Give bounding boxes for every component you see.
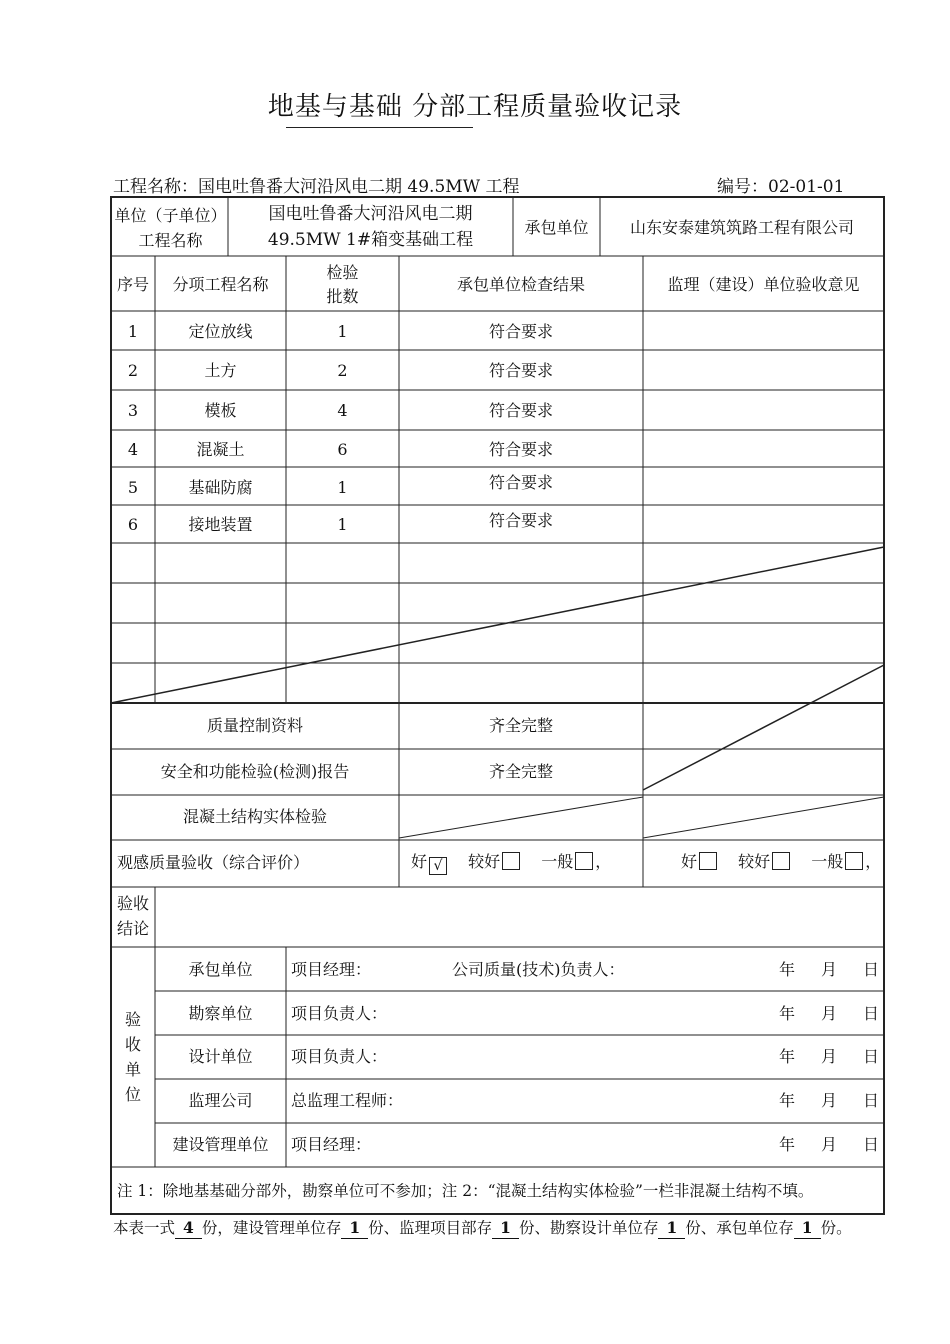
row-name: 土方: [204, 361, 237, 380]
contractor-label: 承包单位: [524, 218, 589, 237]
row-result: 符合要求: [488, 440, 553, 459]
unit-name-line2: 49.5MW 1#箱变基础工程: [267, 230, 474, 250]
acceptance-person: 项目负责人：: [291, 1047, 388, 1066]
unit-name-line1: 国电吐鲁番大河沿风电二期: [268, 204, 473, 224]
rating-normal-checkbox[interactable]: [575, 852, 593, 870]
section-result: 齐全完整: [488, 716, 553, 735]
project-name: 工程名称：国电吐鲁番大河沿风电二期 49.5MW 工程: [113, 177, 520, 197]
copies-footer: [113, 1219, 852, 1239]
rating-better-checkbox[interactable]: [502, 852, 520, 870]
date-year: 年: [779, 1004, 796, 1023]
row-result: 符合要求: [488, 511, 553, 530]
acceptance-unit: 建设管理单位: [172, 1135, 269, 1154]
acceptance-person: 总监理工程师：: [291, 1091, 404, 1110]
row-result: 符合要求: [488, 473, 553, 492]
record-code: 编号：02-01-01: [717, 177, 845, 197]
copies-supervisor: 1: [492, 1219, 519, 1239]
acceptance-unit: 承包单位: [188, 960, 253, 979]
conclusion-label-line1: 验收: [116, 894, 149, 913]
date-year: 年: [779, 1135, 796, 1154]
acceptance-person: 项目经理：: [291, 960, 372, 979]
copies-owner: 1: [341, 1219, 368, 1239]
separator: ，: [595, 852, 612, 871]
unit-label-line2: 工程名称: [138, 231, 203, 250]
acceptance-side-char: 单: [124, 1060, 141, 1079]
date-day: 日: [863, 1135, 880, 1154]
footer-text: 份、承包单位存: [685, 1219, 794, 1237]
date-month: 月: [821, 1135, 838, 1154]
date-day: 日: [863, 960, 880, 979]
acceptance-person: 项目负责人：: [291, 1004, 388, 1023]
rating-good-checkbox[interactable]: [699, 852, 717, 870]
row-name: 接地装置: [188, 515, 253, 534]
row-name: 基础防腐: [188, 478, 253, 497]
footer-text: 份、勘察设计单位存: [518, 1219, 659, 1237]
row-batches: 1: [337, 322, 348, 341]
row-batches: 1: [337, 478, 348, 497]
row-no: 5: [127, 478, 139, 497]
row-batches: 1: [337, 515, 348, 534]
copies-design: 1: [658, 1219, 685, 1239]
acceptance-unit: 监理公司: [188, 1091, 253, 1110]
date-year: 年: [779, 960, 796, 979]
section-label: 安全和功能检验(检测)报告: [160, 762, 350, 781]
separator: ，: [865, 852, 882, 871]
col-opinion: 监理（建设）单位验收意见: [667, 275, 860, 294]
row-result: 符合要求: [488, 401, 553, 420]
page-title: 地基与基础 分部工程质量验收记录: [267, 92, 683, 122]
date-month: 月: [821, 1004, 838, 1023]
footer-text: 份，建设管理单位存: [201, 1219, 342, 1237]
acceptance-unit: 勘察单位: [188, 1004, 253, 1023]
date-month: 月: [821, 1091, 838, 1110]
date-year: 年: [779, 1091, 796, 1110]
rating-good-label: 好: [411, 852, 428, 871]
row-result: 符合要求: [488, 361, 553, 380]
row-batches: 2: [337, 361, 348, 380]
row-no: 6: [127, 515, 139, 534]
col-batch-line1: 检验: [326, 263, 359, 282]
contractor-appearance-rating: [411, 852, 611, 875]
footer-text: 份、监理项目部存: [368, 1219, 493, 1237]
contractor-name: 山东安泰建筑筑路工程有限公司: [629, 218, 854, 237]
row-no: 3: [127, 401, 139, 420]
rating-normal-label: 一般: [541, 852, 574, 871]
unit-label-line1: 单位（子单位）: [114, 206, 227, 225]
row-name: 模板: [204, 401, 237, 420]
col-batch-line2: 批数: [326, 287, 359, 306]
acceptance-extra: 公司质量(技术)负责人：: [452, 960, 625, 979]
date-day: 日: [863, 1047, 880, 1066]
col-check: 承包单位检查结果: [456, 275, 585, 294]
row-result: 符合要求: [488, 322, 553, 341]
col-name: 分项工程名称: [172, 275, 269, 294]
rating-better-label: 较好: [468, 852, 501, 871]
section-label: 混凝土结构实体检验: [182, 807, 327, 826]
rating-better-checkbox[interactable]: [772, 852, 790, 870]
col-no: 序号: [116, 275, 149, 294]
appearance-label: 观感质量验收（综合评价）: [117, 853, 310, 872]
row-name: 定位放线: [188, 322, 253, 341]
footer-text: 份。: [820, 1219, 852, 1237]
acceptance-unit: 设计单位: [188, 1047, 253, 1066]
row-no: 1: [127, 322, 139, 341]
rating-normal-checkbox[interactable]: [845, 852, 863, 870]
row-no: 4: [127, 440, 139, 459]
date-month: 月: [821, 960, 838, 979]
conclusion-label-line2: 结论: [116, 919, 149, 938]
date-day: 日: [863, 1004, 880, 1023]
acceptance-side-char: 验: [124, 1010, 141, 1029]
row-batches: 6: [337, 440, 348, 459]
rating-normal-label: 一般: [811, 852, 844, 871]
form-note: 注 1：除地基基础分部外，勘察单位可不参加；注 2：“混凝土结构实体检验”一栏非混凝土结构不填。: [117, 1182, 814, 1200]
row-no: 2: [127, 361, 139, 380]
row-batches: 4: [337, 401, 348, 420]
copies-contractor: 1: [794, 1219, 821, 1239]
acceptance-side-char: 位: [124, 1085, 141, 1104]
supervisor-appearance-rating: [681, 852, 881, 871]
date-day: 日: [863, 1091, 880, 1110]
date-year: 年: [779, 1047, 796, 1066]
rating-good-checkbox[interactable]: √: [429, 857, 447, 875]
acceptance-person: 项目经理：: [291, 1135, 372, 1154]
rating-good-label: 好: [681, 852, 698, 871]
rating-better-label: 较好: [738, 852, 771, 871]
row-name: 混凝土: [196, 440, 245, 459]
section-result: 齐全完整: [488, 762, 553, 781]
footer-text: 本表一式: [113, 1219, 176, 1237]
section-label: 质量控制资料: [206, 716, 303, 735]
acceptance-side-char: 收: [124, 1035, 141, 1054]
copies-total: 4: [175, 1219, 202, 1239]
date-month: 月: [821, 1047, 838, 1066]
